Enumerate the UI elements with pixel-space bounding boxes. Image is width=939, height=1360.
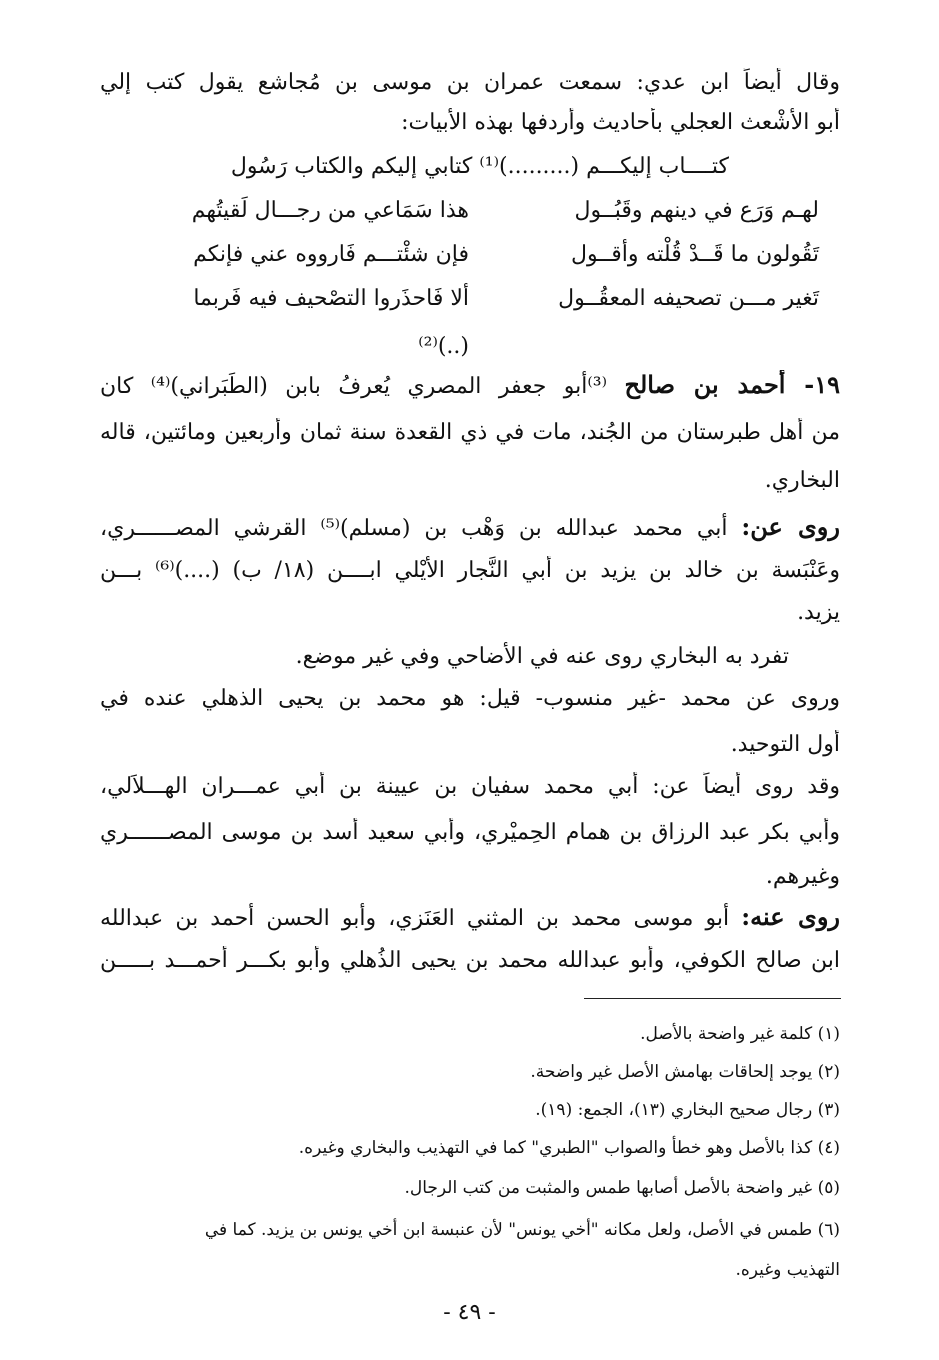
verse-heading: كتــــاب إليكـــم (.........)⁽¹⁾ كتابي إليكم والكتاب رَسُول: [230, 154, 729, 179]
narrated-by-line: [100, 902, 840, 934]
body-line-2: أبو الأشْعث العجلي بأحاديث وأردفها بهذه الأبيات:: [401, 110, 840, 135]
verse-4: (..)⁽²⁾: [418, 334, 469, 359]
verse-2-second-hemistich: تَقُولون ما قَــدْ قُلْته وأقــول: [571, 242, 819, 267]
body-line-17: وغيرهم.: [765, 864, 840, 889]
body-line-12: تفرد به البخاري روى عنه في الأضاحي وفي غير موضع.: [295, 644, 789, 669]
body-line-10: وعَنْبَسة بن خالد بن يزيد بن أبي النَّجار الأَيْلي ابــــن (١٨/ ب) (....)⁽⁶⁾ بـــن: [100, 558, 840, 583]
footnote-1: (١) كلمة غير واضحة بالأصل.: [640, 1024, 840, 1044]
footnote-separator: [584, 998, 841, 999]
body-line-11: يزيد.: [797, 600, 840, 625]
body-line-19: ابن صالح الكوفي، وأبو عبدالله محمد بن يحيى الذُهلي وأبو بكـــر أحمـــد بـــــن: [100, 948, 840, 973]
narrated-by-text: أبو موسى محمد بن المثني العَنَزي، وأبو الحسن أحمد بن عبدالله: [100, 906, 730, 931]
footnote-2: (٢) يوجد إلحاقات بهامش الأصل غير واضحة.: [530, 1062, 840, 1082]
body-line-1: وقال أيضاً ابن عدي: سمعت عمران بن موسى بن مُجاشع يقول كتب إلي: [100, 70, 840, 95]
page-number: - ٤٩ -: [443, 1300, 496, 1325]
narrated-from-line: [100, 512, 840, 544]
entry-heading: ١٩- أحمد بن صالح: [624, 370, 840, 399]
footnote-6-continuation: التهذيب وغيره.: [735, 1260, 840, 1280]
narrated-by-label: روى عنه:: [741, 902, 840, 931]
body-line-8: البخاري.: [764, 468, 840, 493]
footnote-5: (٥) غير واضحة بالأصل أصابها طمس والمثبت من كتب الرجال.: [404, 1178, 840, 1198]
verse-1-first-hemistich: هذا سَمَاعي من رجـــال لَقيتُهم: [191, 198, 469, 223]
body-line-7: من أهل طبرستان من الجُند، مات في ذي القعدة سنة ثمان وأربعين ومائتين، قاله: [100, 420, 840, 445]
verse-2-first-hemistich: فإن شئْتـــم فَارووه عني فإنكم: [193, 242, 469, 267]
verse-3-second-hemistich: تَغير مـــن تصحيفه المعقُــول: [558, 286, 819, 311]
entry-heading-rest: ⁽³⁾أبو جعفر المصري يُعرفُ بابن (الطَبَراني)⁽⁴⁾ كان: [100, 374, 608, 399]
body-line-15: وقد روى أيضاً عن: أبي محمد سفيان بن عيينة بن أبي عمـــران الهـــلاَلي،: [100, 774, 840, 799]
body-line-16: وأبي بكر عبد الرزاق بن همام الحِميْري، وأبي سعيد أسد بن موسى المصــــــري: [100, 820, 840, 845]
narrated-from-label: روى عن:: [741, 512, 840, 541]
body-line-14: أول التوحيد.: [730, 732, 840, 757]
entry-heading-line: [100, 370, 840, 402]
verse-3-first-hemistich: ألا فَاحذَروا التصْحيف فيه فَربما: [193, 286, 469, 311]
footnote-6: (٦) طمس في الأصل، ولعل مكانه "أخي يونس" لأن عنبسة ابن أخي يونس بن يزيد. كما في: [204, 1220, 840, 1240]
verse-1-second-hemistich: لهـم وَرَع في دينهم وقَبُــول: [574, 198, 819, 223]
footnote-3: (٣) رجال صحيح البخاري (١٣)، الجمع: (١٩).: [535, 1100, 840, 1120]
body-line-13: وروى عن محمد -غير منسوب- قيل: هو محمد بن يحيى الذهلي عنده في: [100, 686, 840, 711]
narrated-from-text: أبي محمد عبدالله بن وَهْب بن (مسلم)⁽⁵⁾ القرشي المصــــــري،: [100, 516, 728, 541]
footnote-4: (٤) كذا بالأصل وهو خطأ والصواب "الطبري" كما في التهذيب والبخاري وغيره.: [298, 1138, 840, 1158]
